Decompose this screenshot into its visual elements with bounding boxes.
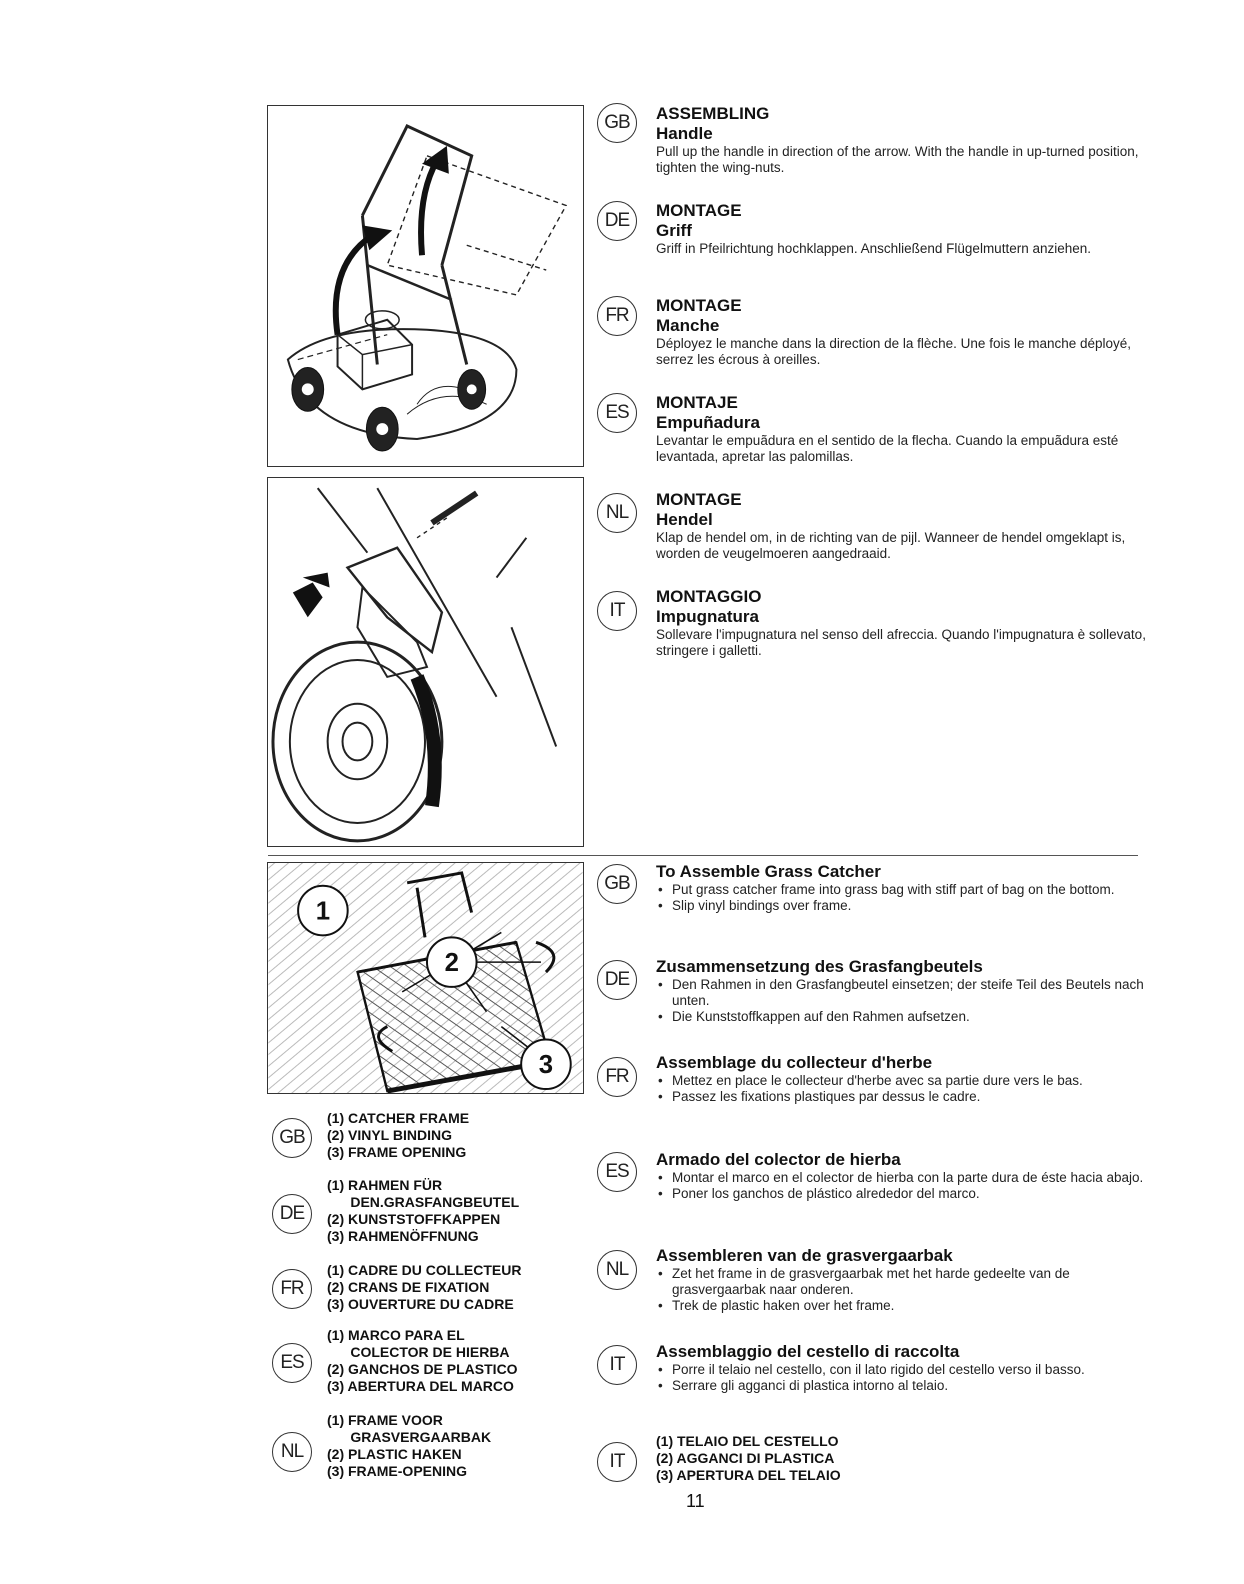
legend-item: (2) VINYL BINDING (327, 1127, 452, 1143)
section-body: Déployez le manche dans la direction de la flèche. Une fois le manche déployé, serrez les écrous à oreilles. (656, 336, 1132, 367)
bullet-item: • Passez les fixations plastiques par dessus le cadre. (656, 1089, 1146, 1105)
section-title: MONTAGE (656, 296, 742, 315)
legend-nl (327, 1412, 587, 1480)
section-title: MONTAGE (656, 490, 742, 509)
bullet-item: • Zet het frame in de grasvergaarbak met het harde gedeelte van de grasvergaarbak naar onderen. (656, 1266, 1146, 1298)
section-body: Griff in Pfeilrichtung hochklappen. Anschließend Flügelmuttern anziehen. (656, 241, 1092, 256)
legend-item: (1) CATCHER FRAME (327, 1110, 470, 1126)
page-number: 11 (686, 1491, 705, 1511)
bullet-item: • Porre il telaio nel cestello, con il lato rigido del cestello verso il basso. (656, 1362, 1146, 1378)
de-language-icon: DE (597, 960, 637, 1000)
bullet-item: • Den Rahmen in den Grasfangbeutel einsetzen; der steife Teil des Beutels nach unten. (656, 977, 1146, 1009)
assembling-nl (656, 490, 1146, 562)
legend-item: (3) FRAME-OPENING (327, 1463, 467, 1479)
grass-catcher-nl (656, 1246, 1146, 1314)
bullet-list (656, 1170, 1146, 1202)
bullet-list (656, 882, 1146, 914)
bullet-item: • Trek de plastic haken over het frame. (656, 1298, 1146, 1314)
section-subtitle: Griff (656, 221, 692, 240)
section-title: Assemblage du collecteur d'herbe (656, 1053, 933, 1072)
bullet-item: • Poner los ganchos de plástico alrededor del marco. (656, 1186, 1146, 1202)
legend-item: COLECTOR DE HIERBA (327, 1344, 510, 1360)
gb-language-icon: GB (272, 1118, 312, 1158)
legend-item: (1) TELAIO DEL CESTELLO (656, 1433, 839, 1449)
section-title: Zusammensetzung des Grasfangbeutels (656, 957, 983, 976)
figure-wing-nut (267, 477, 584, 847)
section-title: MONTAGE (656, 201, 742, 220)
section-subtitle: Empuñadura (656, 413, 760, 432)
section-subtitle: Hendel (656, 510, 713, 529)
it-language-icon: IT (597, 1442, 637, 1482)
section-body: Klap de hendel om, in de richting van de pijl. Wanneer de hendel omgeklapt is, worden de veugelmoeren aangedraaid. (656, 530, 1126, 561)
grass-catcher-fr (656, 1053, 1146, 1105)
assembling-de (656, 201, 1146, 257)
mower-handle-illustration (268, 106, 583, 466)
it-language-icon: IT (597, 1345, 637, 1385)
fr-language-icon: FR (597, 1057, 637, 1097)
gb-language-icon: GB (597, 103, 637, 143)
bullet-item: • Montar el marco en el colector de hierba con la parte dura de éste hacia abajo. (656, 1170, 1146, 1186)
wing-nut-illustration (268, 478, 583, 846)
nl-language-icon: NL (597, 493, 637, 533)
it-language-icon: IT (597, 591, 637, 631)
legend-item: (3) RAHMENÖFFNUNG (327, 1228, 479, 1244)
bullet-item: • Mettez en place le collecteur d'herbe avec sa partie dure vers le bas. (656, 1073, 1146, 1089)
callout-1: 1 (315, 897, 331, 926)
legend-item: (2) PLASTIC HAKEN (327, 1446, 462, 1462)
es-language-icon: ES (272, 1343, 312, 1383)
bullet-list (656, 977, 1146, 1025)
legend-item: (2) AGGANCI DI PLASTICA (656, 1450, 835, 1466)
gb-language-icon: GB (597, 864, 637, 904)
section-subtitle: Manche (656, 316, 720, 335)
assembling-it (656, 587, 1146, 659)
section-title: Assembleren van de grasvergaarbak (656, 1246, 953, 1265)
assembling-gb (656, 104, 1146, 176)
section-title: Assemblaggio del cestello di raccolta (656, 1342, 960, 1361)
legend-item: (2) GANCHOS DE PLASTICO (327, 1361, 518, 1377)
assembling-es (656, 393, 1146, 465)
bullet-item: • Slip vinyl bindings over frame. (656, 898, 1146, 914)
figure-grass-catcher (267, 862, 584, 1094)
section-title: Armado del colector de hierba (656, 1150, 901, 1169)
grass-catcher-es (656, 1150, 1146, 1202)
bullet-list (656, 1362, 1146, 1394)
legend-item: (2) KUNSTSTOFFKAPPEN (327, 1211, 501, 1227)
section-title: To Assemble Grass Catcher (656, 862, 881, 881)
legend-item: (3) ABERTURA DEL MARCO (327, 1378, 514, 1394)
callout-2: 2 (444, 949, 459, 978)
de-language-icon: DE (272, 1194, 312, 1234)
legend-item: (1) FRAME VOOR (327, 1412, 443, 1428)
legend-item: (3) OUVERTURE DU CADRE (327, 1296, 514, 1312)
legend-de (327, 1177, 587, 1245)
section-divider (268, 855, 1138, 856)
callout-3: 3 (538, 1051, 554, 1080)
es-language-icon: ES (597, 393, 637, 433)
legend-item: (1) RAHMEN FÜR (327, 1177, 443, 1193)
nl-language-icon: NL (597, 1250, 637, 1290)
bullet-item: • Die Kunststoffkappen auf den Rahmen aufsetzen. (656, 1009, 1146, 1025)
fr-language-icon: FR (597, 296, 637, 336)
section-subtitle: Impugnatura (656, 607, 759, 626)
bullet-item: • Put grass catcher frame into grass bag with stiff part of bag on the bottom. (656, 882, 1146, 898)
legend-item: (1) CADRE DU COLLECTEUR (327, 1262, 522, 1278)
legend-item: (1) MARCO PARA EL (327, 1327, 465, 1343)
section-title: MONTAJE (656, 393, 738, 412)
section-title: ASSEMBLING (656, 104, 770, 123)
section-subtitle: Handle (656, 124, 713, 143)
section-body: Levantar le empuãdura en el sentido de la flecha. Cuando la empuãdura esté levantada, apretar las palomillas. (656, 433, 1119, 464)
legend-es (327, 1327, 587, 1395)
section-body: Sollevare l'impugnatura nel senso dell afreccia. Quando l'impugnatura è sollevato, stringere i galletti. (656, 627, 1146, 658)
legend-item: GRASVERGAARBAK (327, 1429, 492, 1445)
legend-item: (3) FRAME OPENING (327, 1144, 467, 1160)
grass-catcher-illustration (268, 863, 583, 1093)
legend-item: DEN.GRASFANGBEUTEL (327, 1194, 520, 1210)
figure-mower-handle (267, 105, 584, 467)
legend-item: (3) APERTURA DEL TELAIO (656, 1467, 841, 1483)
de-language-icon: DE (597, 201, 637, 241)
legend-item: (2) CRANS DE FIXATION (327, 1279, 490, 1295)
bullet-list (656, 1266, 1146, 1314)
grass-catcher-de (656, 957, 1146, 1025)
legend-gb (327, 1110, 587, 1161)
assembling-fr (656, 296, 1146, 368)
nl-language-icon: NL (272, 1432, 312, 1472)
es-language-icon: ES (597, 1152, 637, 1192)
bullet-item: • Serrare gli agganci di plastica intorno al telaio. (656, 1378, 1146, 1394)
fr-language-icon: FR (272, 1269, 312, 1309)
legend-fr (327, 1262, 587, 1313)
section-body: Pull up the handle in direction of the arrow. With the handle in up-turned position, tighten the wing-nuts. (656, 144, 1139, 175)
bullet-list (656, 1073, 1146, 1105)
grass-catcher-it (656, 1342, 1146, 1394)
legend-it (656, 1433, 956, 1484)
section-title: MONTAGGIO (656, 587, 762, 606)
grass-catcher-gb (656, 862, 1146, 914)
